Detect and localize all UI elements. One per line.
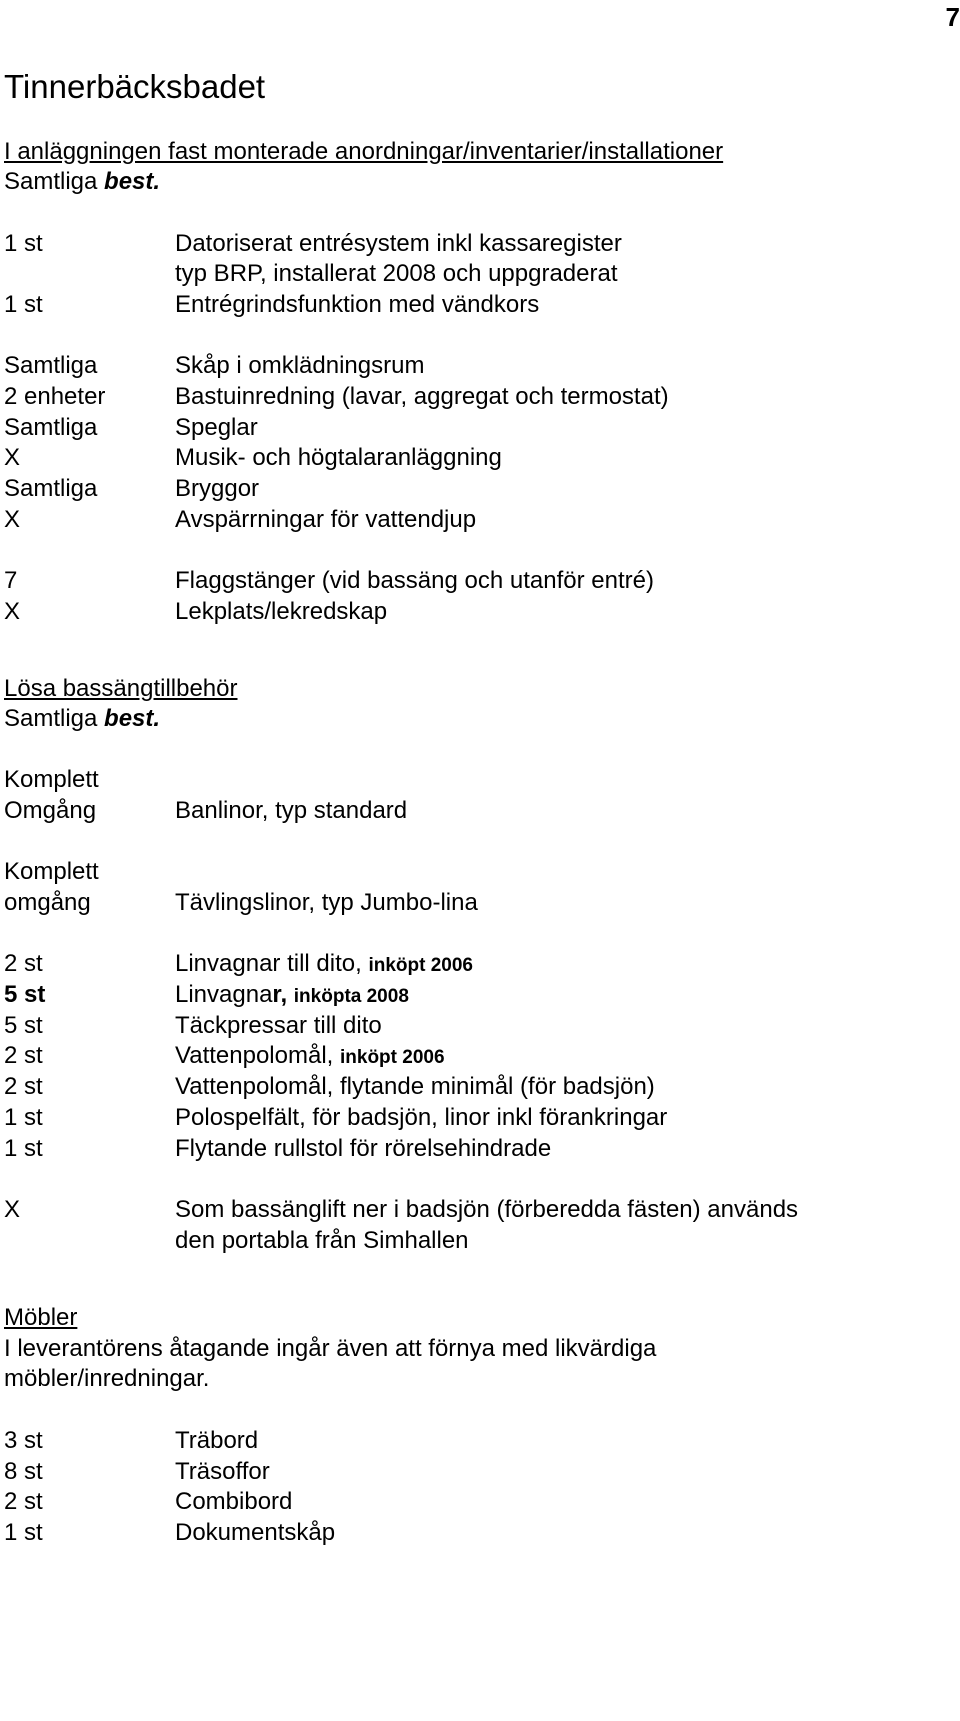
row-qty: 2 st: [4, 950, 43, 977]
row-desc: Som bassänglift ner i badsjön (förberedda fästen) används: [175, 1196, 799, 1223]
note-prefix: Samtliga: [4, 168, 105, 195]
row-desc: [175, 980, 409, 1012]
desc-bold: inköpta 2008: [293, 986, 409, 1007]
row-qty: 3 st: [4, 1427, 43, 1454]
section1-note: [4, 167, 160, 197]
row-qty: 7: [4, 567, 18, 594]
row-qty: 5 st: [4, 1012, 43, 1039]
desc-bold-char: r,: [272, 981, 294, 1008]
row-qty: Komplett: [4, 858, 99, 885]
row-qty: X: [4, 444, 21, 471]
row-qty: 2 st: [4, 1073, 43, 1100]
row-desc: Bastuinredning (lavar, aggregat och termostat): [175, 383, 669, 410]
row-desc: Tävlingslinor, typ Jumbo-lina: [175, 889, 478, 916]
row-desc-cont: typ BRP, installerat 2008 och uppgraderat: [175, 260, 618, 287]
row-desc: Flaggstänger (vid bassäng och utanför entré): [175, 567, 654, 594]
row-qty: X: [4, 598, 21, 625]
section3-text: I leverantörens åtagande ingår även att förnya med likvärdiga: [4, 1335, 657, 1362]
note-prefix: Samtliga: [4, 705, 105, 732]
row-desc: Datoriserat entrésystem inkl kassaregister: [175, 230, 622, 257]
row-desc: Vattenpolomål, flytande minimål (för badsjön): [175, 1073, 655, 1100]
section2-heading: Lösa bassängtillbehör: [4, 675, 238, 702]
row-qty: 1 st: [4, 291, 43, 318]
row-qty: Komplett: [4, 766, 99, 793]
row-qty: 1 st: [4, 1519, 43, 1546]
row-desc: Dokumentskåp: [175, 1519, 336, 1546]
desc-text: Linvagna: [175, 981, 273, 1008]
row-qty: 1 st: [4, 230, 43, 257]
row-desc: Bryggor: [175, 475, 260, 502]
row-desc: Träbord: [175, 1427, 259, 1454]
row-qty-cont: Omgång: [4, 797, 97, 824]
row-desc: Polospelfält, för badsjön, linor inkl förankringar: [175, 1104, 668, 1131]
row-desc-cont: den portabla från Simhallen: [175, 1227, 469, 1254]
row-qty: X: [4, 1196, 21, 1223]
page-title: Tinnerbäcksbadet: [4, 68, 266, 105]
row-desc: Lekplats/lekredskap: [175, 598, 388, 625]
section3-text-cont: möbler/inredningar.: [4, 1365, 210, 1392]
note-bold: best.: [104, 705, 161, 732]
desc-text: Linvagnar till dito,: [175, 950, 369, 977]
row-qty: 1 st: [4, 1104, 43, 1131]
row-desc: Combibord: [175, 1488, 293, 1515]
section3-heading: Möbler: [4, 1304, 78, 1331]
row-desc: Skåp i omklädningsrum: [175, 352, 425, 379]
row-qty: 2 enheter: [4, 383, 106, 410]
row-qty: Samtliga: [4, 475, 98, 502]
row-desc: Entrégrindsfunktion med vändkors: [175, 291, 540, 318]
row-desc: Avspärrningar för vattendjup: [175, 506, 477, 533]
section2-note: [4, 704, 160, 734]
row-desc: Musik- och högtalaranläggning: [175, 444, 502, 471]
row-desc: [175, 949, 473, 981]
desc-bold: inköpt 2006: [340, 1047, 445, 1068]
row-qty: 5 st: [4, 981, 46, 1008]
row-qty: X: [4, 506, 21, 533]
row-qty-cont: omgång: [4, 889, 91, 916]
row-qty: Samtliga: [4, 414, 98, 441]
row-desc: Täckpressar till dito: [175, 1012, 382, 1039]
row-qty: 8 st: [4, 1458, 43, 1485]
row-desc: Träsoffor: [175, 1458, 270, 1485]
row-desc: Banlinor, typ standard: [175, 797, 408, 824]
note-bold: best.: [104, 168, 161, 195]
desc-bold: inköpt 2006: [368, 955, 473, 976]
page-number: 7: [945, 2, 960, 32]
row-qty: 2 st: [4, 1488, 43, 1515]
row-desc: [175, 1041, 445, 1073]
row-desc: Flytande rullstol för rörelsehindrade: [175, 1135, 552, 1162]
row-qty: 2 st: [4, 1042, 43, 1069]
row-qty: Samtliga: [4, 352, 98, 379]
row-desc: Speglar: [175, 414, 258, 441]
section1-heading: I anläggningen fast monterade anordningar/inventarier/installationer: [4, 138, 724, 165]
desc-text: Vattenpolomål,: [175, 1042, 340, 1069]
row-qty: 1 st: [4, 1135, 43, 1162]
